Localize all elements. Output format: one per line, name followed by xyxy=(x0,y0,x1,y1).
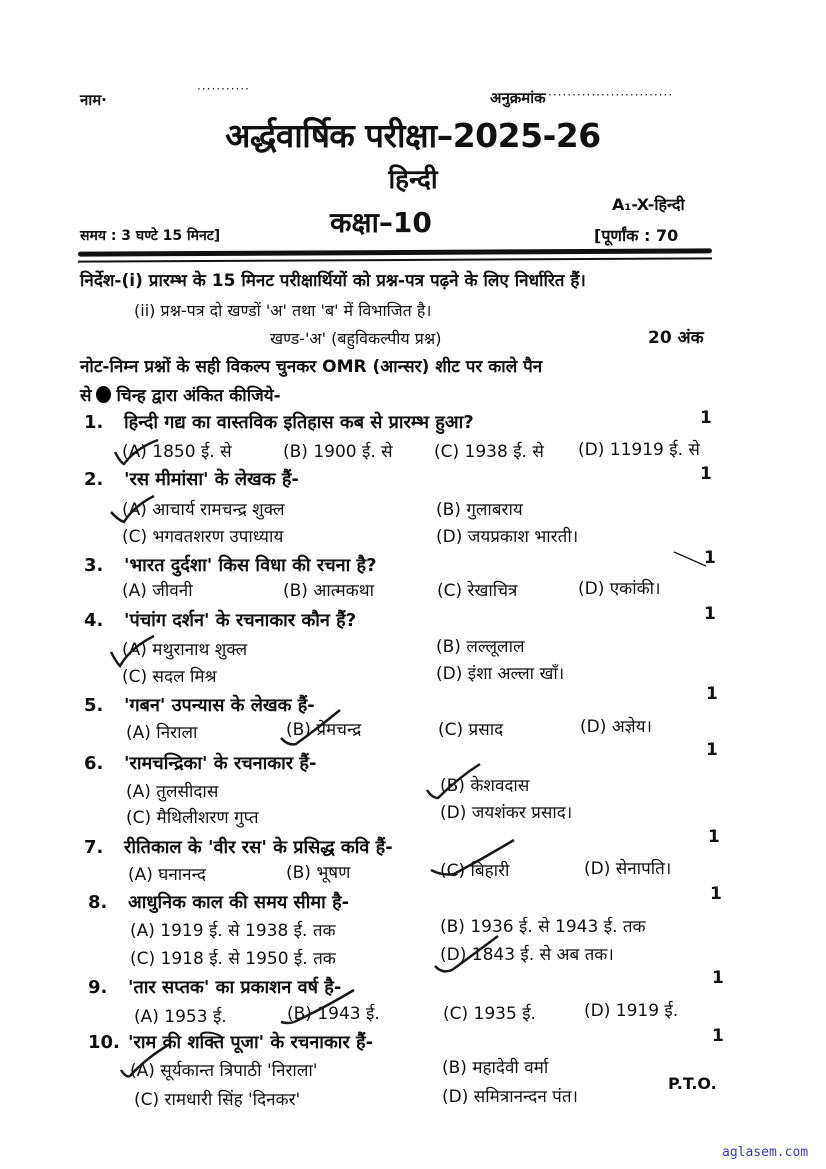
q2-option-a: (A) आचार्य रामचन्द्र शुक्ल xyxy=(122,500,285,520)
header-divider-thick xyxy=(78,248,712,256)
name-field-dots: ··········· xyxy=(197,82,250,96)
question-2: 2. 'रस मीमांसा' के लेखक हैं- xyxy=(84,469,299,490)
question-4: 4. 'पंचांग दर्शन' के रचनाकार कौन हैं? xyxy=(84,610,357,631)
q1-option-d: (D) 11919 ई. से xyxy=(578,440,700,460)
q6-option-b: (B) केशवदास xyxy=(440,776,530,796)
question-7: 7. रीतिकाल के 'वीर रस' के प्रसिद्ध कवि हैं- xyxy=(84,837,393,858)
note-prefix: से xyxy=(80,386,92,406)
question-8: 8. आधुनिक काल की समय सीमा है- xyxy=(88,892,350,913)
question-3-marks: 1 xyxy=(704,548,716,568)
watermark: aglasem.com xyxy=(722,1145,809,1160)
q6-option-c: (C) मैथिलीशरण गुप्त xyxy=(126,808,259,828)
q3-option-d: (D) एकांकी। xyxy=(578,579,661,599)
q2-option-c: (C) भगवतशरण उपाध्याय xyxy=(122,527,284,547)
question-1-marks: 1 xyxy=(700,408,712,428)
question-9: 9. 'तार सप्तक' का प्रकाशन वर्ष है- xyxy=(88,977,342,998)
question-6: 6. 'रामचन्द्रिका' के रचनाकार हैं- xyxy=(84,753,317,774)
question-4-marks: 1 xyxy=(704,604,716,624)
max-marks: [पूर्णांक : 70 xyxy=(594,226,679,245)
q7-option-b: (B) भूषण xyxy=(286,863,351,883)
q4-option-d: (D) इंशा अल्ला खाँ। xyxy=(436,664,565,684)
question-7-marks: 1 xyxy=(708,827,720,847)
question-10-marks: 1 xyxy=(712,1026,724,1046)
section-marks: 20 अंक xyxy=(648,328,704,348)
pto-label: P.T.O. xyxy=(668,1074,717,1093)
question-6-marks: 1 xyxy=(706,740,718,760)
roll-number-dots: ·························· xyxy=(548,88,674,102)
q1-option-b: (B) 1900 ई. से xyxy=(283,442,393,462)
note-suffix: चिन्ह द्वारा अंकित कीजिये- xyxy=(116,386,281,406)
q9-option-a: (A) 1953 ई. xyxy=(134,1007,227,1027)
q10-option-a: (A) सूर्यकान्त त्रिपाठी 'निराला' xyxy=(130,1061,318,1081)
time-allowed: समय : 3 घण्टे 15 मिनट] xyxy=(80,228,221,244)
question-1: 1. हिन्दी गद्य का वास्तविक इतिहास कब से प्रारम्भ हुआ? xyxy=(84,412,474,433)
q9-option-d: (D) 1919 ई. xyxy=(584,1001,679,1021)
q8-option-c: (C) 1918 ई. से 1950 ई. तक xyxy=(130,949,336,969)
question-3: 3. 'भारत दुर्दशा' किस विधा की रचना है? xyxy=(84,555,377,576)
name-label: नाम· xyxy=(80,91,107,109)
q8-option-a: (A) 1919 ई. से 1938 ई. तक xyxy=(130,921,336,941)
q7-option-a: (A) घनानन्द xyxy=(128,865,206,885)
q4-option-a: (A) मथुरानाथ शुक्ल xyxy=(122,640,248,660)
q6-option-d: (D) जयशंकर प्रसाद। xyxy=(440,803,573,823)
subject-title: हिन्दी xyxy=(388,165,438,195)
q5-option-c: (C) प्रसाद xyxy=(438,720,504,740)
q10-option-b: (B) महादेवी वर्मा xyxy=(442,1058,549,1078)
instruction-line-2: (ii) प्रश्न-पत्र दो खण्डों 'अ' तथा 'ब' में विभाजित है। xyxy=(134,301,432,320)
exam-title: अर्द्धवार्षिक परीक्षा–2025-26 xyxy=(225,116,601,155)
q2-option-d: (D) जयप्रकाश भारती। xyxy=(436,527,579,547)
question-10: 10. 'राम की शक्ति पूजा' के रचनाकार हैं- xyxy=(88,1032,374,1053)
q4-option-c: (C) सदल मिश्र xyxy=(122,667,217,687)
q1-option-c: (C) 1938 ई. से xyxy=(434,442,544,462)
note-line-2 xyxy=(80,383,281,406)
paper-code: A₁-X-हिन्दी xyxy=(612,195,685,214)
q5-option-a: (A) निराला xyxy=(126,723,198,743)
q7-option-d: (D) सेनापति। xyxy=(584,859,672,879)
question-5-marks: 1 xyxy=(706,684,718,704)
q7-option-c: (C) बिहारी xyxy=(440,861,510,881)
q8-option-b: (B) 1936 ई. से 1943 ई. तक xyxy=(440,917,646,937)
q3-option-b: (B) आत्मकथा xyxy=(283,581,374,601)
question-5: 5. 'गबन' उपन्यास के लेखक हैं- xyxy=(84,695,315,716)
header-divider-thin xyxy=(78,257,712,262)
q9-option-b: (B) 1943 ई. xyxy=(287,1004,380,1024)
q6-option-a: (A) तुलसीदास xyxy=(126,782,219,802)
q9-option-c: (C) 1935 ई. xyxy=(443,1004,536,1024)
question-8-marks: 1 xyxy=(710,884,722,904)
q3-option-a: (A) जीवनी xyxy=(122,581,193,601)
q3-option-c: (C) रेखाचित्र xyxy=(437,581,518,601)
q4-option-b: (B) लल्लूलाल xyxy=(436,637,525,657)
q5-option-b: (B) प्रेमचन्द्र xyxy=(286,720,362,740)
instruction-line-1: निर्देश-(i) प्रारम्भ के 15 मिनट परीक्षार्थियों को प्रश्न-पत्र पढ़ने के लिए निर्धारित हैं। xyxy=(80,271,586,291)
q10-option-d: (D) समित्रानन्दन पंत। xyxy=(442,1087,578,1107)
q2-option-b: (B) गुलाबराय xyxy=(436,500,523,520)
filled-circle-icon xyxy=(96,386,111,403)
note-line-1: नोट-निम्न प्रश्नों के सही विकल्प चुनकर OMR (आन्सर) शीट पर काले पैन xyxy=(80,357,543,377)
class-title: कक्षा–10 xyxy=(330,206,432,239)
roll-number-label: अनुक्रमांक xyxy=(490,89,546,107)
section-title: खण्ड-'अ' (बहुविकल्पीय प्रश्न) xyxy=(270,329,442,348)
question-2-marks: 1 xyxy=(700,464,712,484)
q8-option-d: (D) 1843 ई. से अब तक। xyxy=(440,945,614,965)
question-9-marks: 1 xyxy=(712,968,724,988)
q10-option-c: (C) रामधारी सिंह 'दिनकर' xyxy=(134,1090,301,1110)
stroke-mark-icon xyxy=(672,548,708,572)
q1-option-a: (A) 1850 ई. से xyxy=(122,442,232,462)
q5-option-d: (D) अज्ञेय। xyxy=(580,717,652,737)
